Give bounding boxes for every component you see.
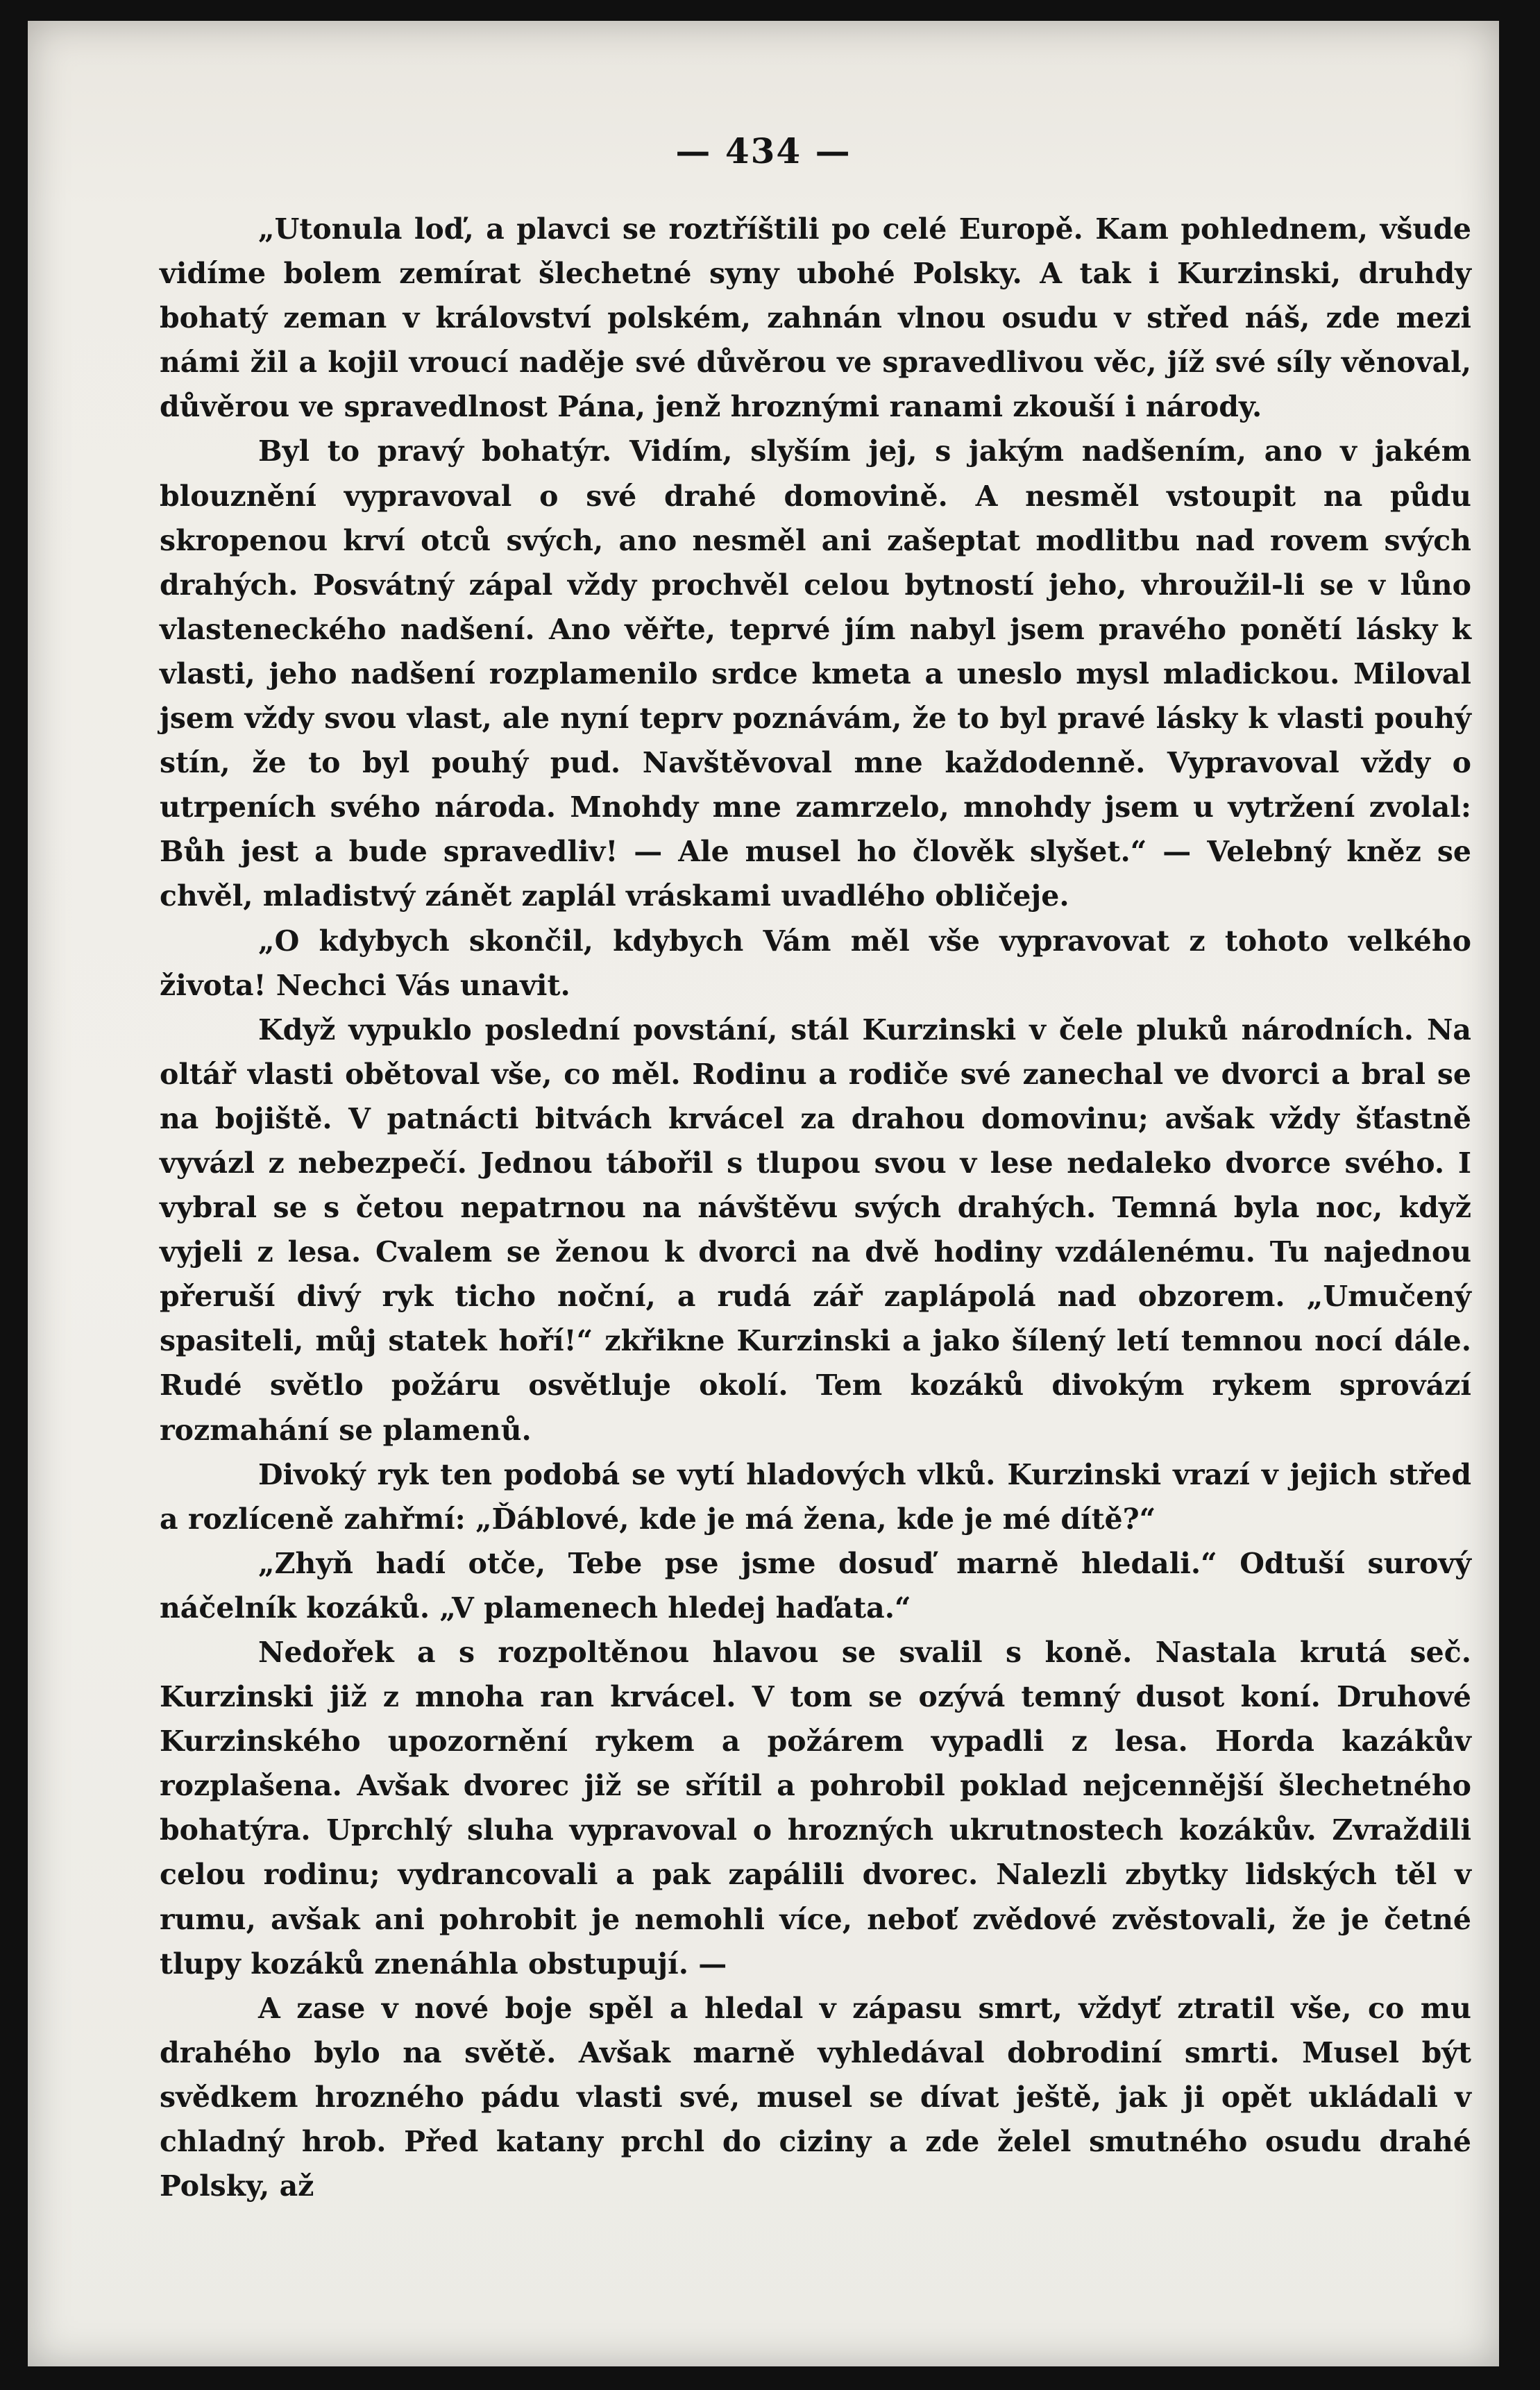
paragraph: Když vypuklo poslední povstání, stál Kurzinski v čele pluků národních. Na oltář vlasti obětoval vše, co měl. Rodinu a rodiče své zanechal ve dvorci a bral se na bojiště. V patnácti bitvách krvácel za drahou domovinu; avšak vždy šťastně vyvázl z nebezpečí. Jednou tábořil s tlupou svou v lese nedaleko dvorce svého. I vybral se s četou nepatrnou na návštěvu svých drahých. Temná byla noc, když vyjeli z lesa. Cvalem se ženou k dvorci na dvě hodiny vzdálenému. Tu najednou přeruší divý ryk ticho noční, a rudá zář zaplápolá nad obzorem. „Umučený spasiteli, můj statek hoří!“ zkřikne Kurzinski a jako šílený letí temnou nocí dále. Rudé světlo požáru osvětluje okolí. Tem kozáků divokým rykem sprovází rozmahání se plamenů.	[160, 1012, 1471, 1447]
paragraph: „O kdybych skončil, kdybych Vám měl vše vypravovat z tohoto velkého života! Nechci Vás unavit.	[160, 924, 1471, 1002]
paragraph: „Zhyň hadí otče, Tebe pse jsme dosuď marně hledali.“ Odtuší surový náčelník kozáků. „V plamenech hledej haďata.“	[160, 1546, 1471, 1625]
paragraph: „Utonula loď, a plavci se roztříštili po celé Europě. Kam pohlednem, všude vidíme bolem zemírat šlechetné syny ubohé Polsky. A tak i Kurzinski, druhdy bohatý zeman v království polském, zahnán vlnou osudu v střed náš, zde mezi námi žil a kojil vroucí naděje své důvěrou ve spravedlivou věc, jíž své síly věnoval, důvěrou ve spravedlnost Pána, jenž hroznými ranami zkouší i národy.	[160, 212, 1471, 424]
body-text	[160, 207, 1471, 2208]
page-number: — 434 —	[675, 130, 852, 171]
paragraph: Nedořek a s rozpoltěnou hlavou se svalil s koně. Nastala krutá seč. Kurzinski již z mnoha ran krvácel. V tom se ozývá temný dusot koní. Druhové Kurzinského upozornění rykem a požárem vypadli z lesa. Horda kazákův rozplašena. Avšak dvorec již se sřítil a pohrobil poklad nejcennější šlechetného bohatýra. Uprchlý sluha vypravoval o hrozných ukrutnostech kozákův. Zvraždili celou rodinu; vydrancovali a pak zapálili dvorec. Nalezli zbytky lidských těl v rumu, avšak ani pohrobit je nemohli více, neboť zvědové zvěstovali, že je četné tlupy kozáků znenáhla obstupují. —	[160, 1636, 1471, 1981]
book-page	[28, 21, 1499, 2366]
paragraph: A zase v nové boje spěl a hledal v zápasu smrt, vždyť ztratil vše, co mu drahého bylo na světě. Avšak marně vyhledával dobrodiní smrti. Musel být svědkem hrozného pádu vlasti své, musel se dívat ještě, jak ji opět ukládali v chladný hrob. Před katany prchl do ciziny a zde želel smutného osudu drahé Polsky, až	[160, 1991, 1471, 2203]
paragraph: Byl to pravý bohatýr. Vidím, slyším jej, s jakým nadšením, ano v jakém blouznění vypravoval o své drahé domovině. A nesměl vstoupit na půdu skropenou krví otců svých, ano nesměl ani zašeptat modlitbu nad rovem svých drahých. Posvátný zápal vždy prochvěl celou bytností jeho, vhroužil-li se v lůno vlasteneckého nadšení. Ano věřte, teprvé jím nabyl jsem pravého ponětí lásky k vlasti, jeho nadšení rozplamenilo srdce kmeta a uneslo mysl mladickou. Miloval jsem vždy svou vlast, ale nyní teprv poznávám, že to byl pravé lásky k vlasti pouhý stín, že to byl pouhý pud. Navštěvoval mne každodenně. Vypravoval vždy o utrpeních svého národa. Mnohdy mne zamrzelo, mnohdy jsem u vytržení zvolal: Bůh jest a bude spravedliv! — Ale musel ho člověk slyšet.“ — Velebný kněz se chvěl, mladistvý zánět zaplál vráskami uvadlého obličeje.	[160, 434, 1471, 913]
paragraph: Divoký ryk ten podobá se vytí hladových vlků. Kurzinski vrazí v jejich střed a rozlíceně zahřmí: „Ďáblové, kde je má žena, kde je mé dítě?“	[160, 1457, 1471, 1536]
